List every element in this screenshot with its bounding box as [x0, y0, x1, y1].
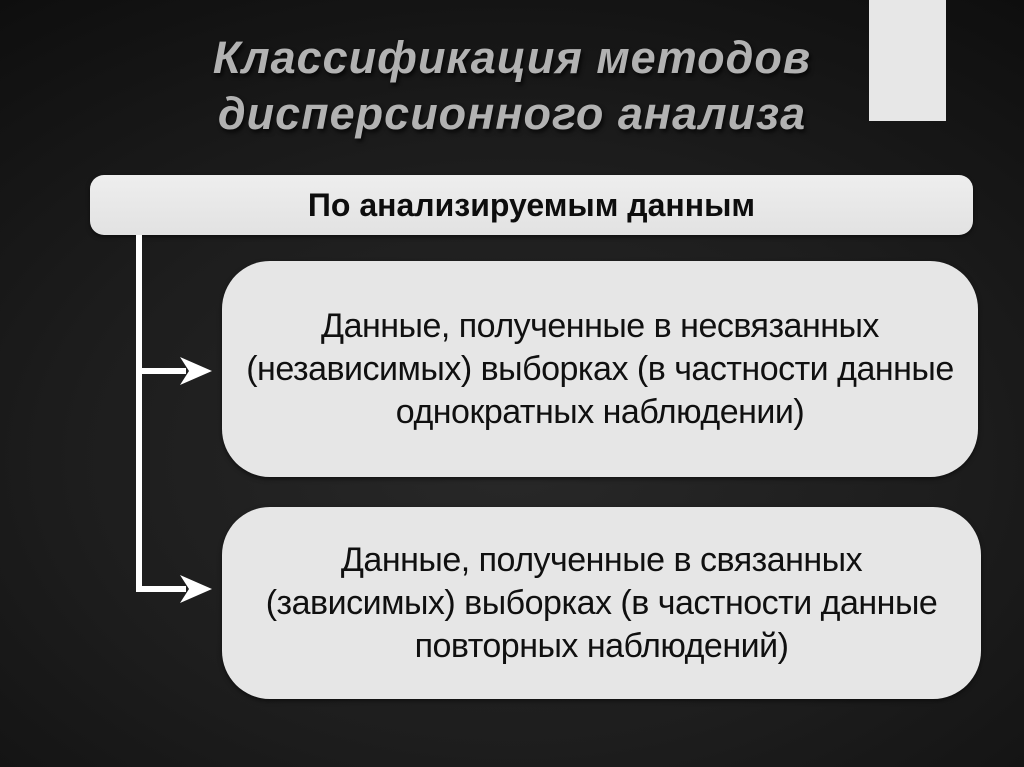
header-label: По анализируемым данным — [307, 186, 756, 223]
connector-trunk-line — [139, 235, 186, 589]
branch2-text-line-3: повторных наблюдений) — [414, 626, 789, 665]
branch2-text-line-2: (зависимых) выборках (в частности данные — [265, 583, 938, 622]
branch1-text-line-3: однократных наблюдении) — [395, 392, 805, 431]
branch-box-related-samples — [222, 507, 981, 699]
branch1-text-line-1: Данные, полученные в несвязанных — [321, 306, 879, 345]
arrowhead-branch2-icon — [180, 575, 212, 603]
title-line-2: дисперсионного анализа — [217, 88, 807, 139]
title-line-1: Классификация методов — [212, 32, 812, 83]
slide-title — [0, 30, 1024, 142]
branch-box-unrelated-samples — [222, 261, 978, 477]
arrowhead-branch1-icon — [180, 357, 212, 385]
branch1-text-line-2: (независимых) выборках (в частности данные — [246, 349, 954, 388]
branch2-text-line-1: Данные, полученные в связанных — [340, 540, 863, 579]
header-box-analyzed-data — [90, 175, 973, 235]
